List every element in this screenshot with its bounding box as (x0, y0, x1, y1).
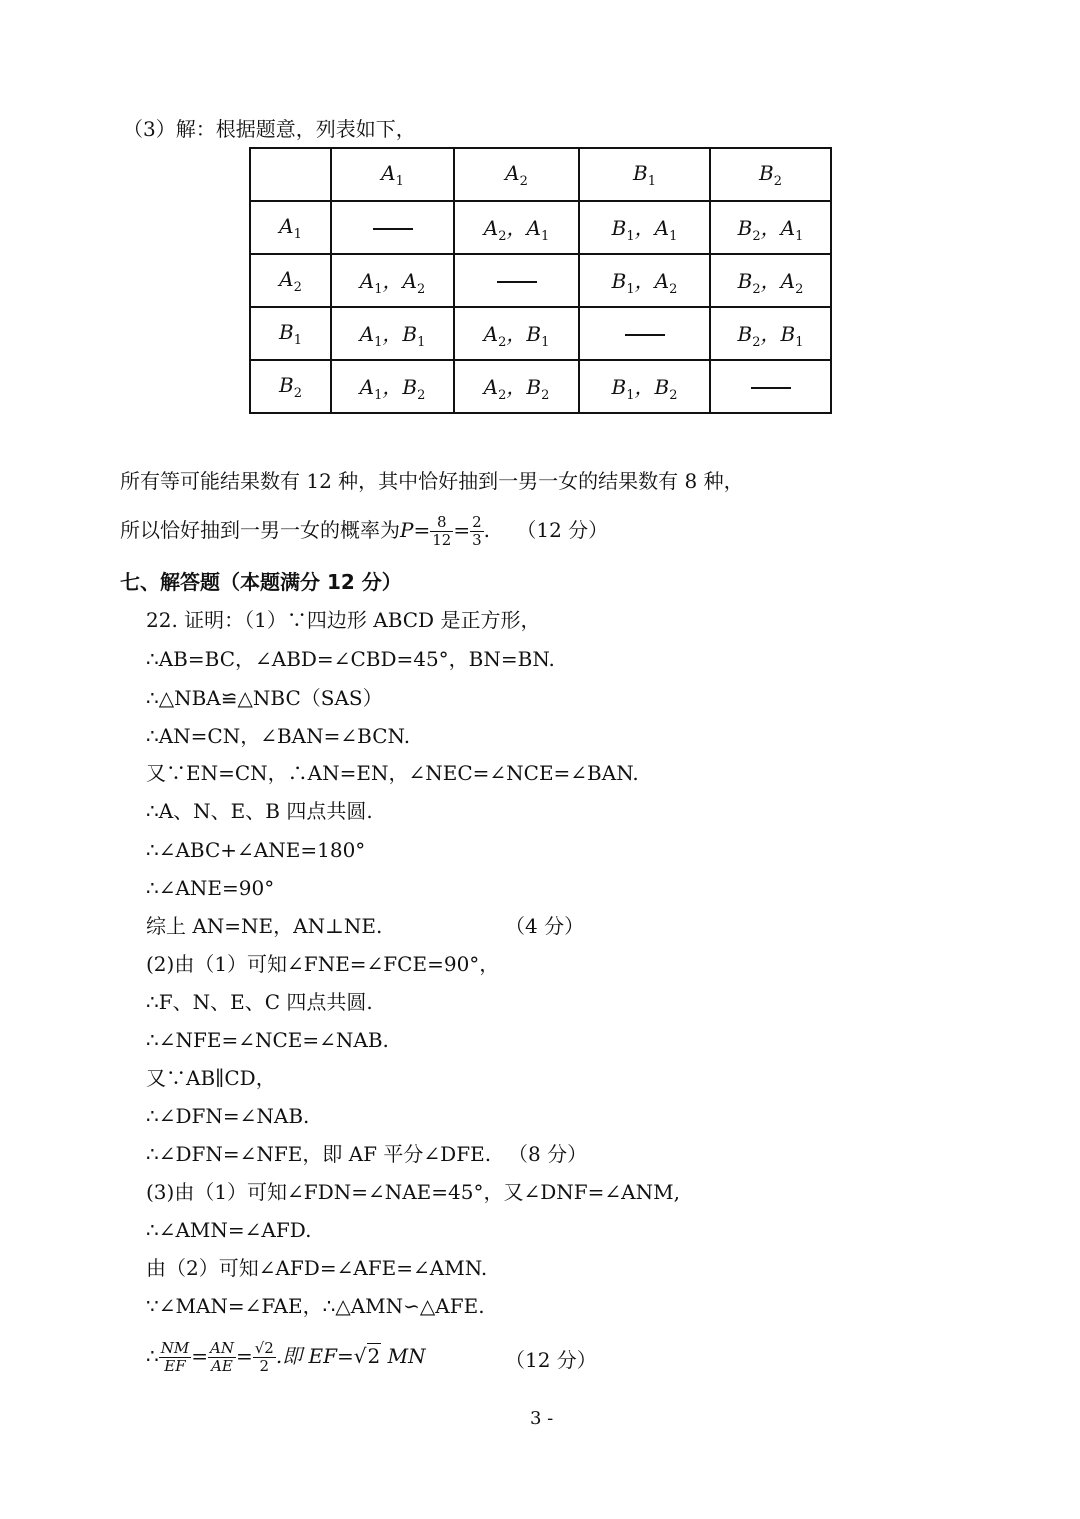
proof-line: 又∵EN=CN，∴AN=EN，∠NEC=∠NCE=∠BAN. (146, 761, 639, 785)
equals-sign: = (413, 518, 431, 542)
proof-line: 22. 证明：（1）∵四边形 ABCD 是正方形， (146, 608, 541, 632)
fraction-root2-2 (253, 1340, 276, 1375)
score-label: （12 分） (516, 518, 609, 542)
empty-cell-dash (373, 228, 413, 230)
table-cell: $B_1$，$A_1$ (579, 201, 710, 254)
final-ratio-line (146, 1340, 426, 1375)
proof-line: ∴∠AMN=∠AFD. (146, 1218, 312, 1242)
table-header-row (250, 148, 831, 201)
probability-suffix: . (483, 518, 490, 542)
table-cell (710, 360, 831, 413)
table-cell: $B_2$，$A_2$ (710, 254, 831, 307)
result-count-line: 所有等可能结果数有 12 种，其中恰好抽到一男一女的结果数有 8 种， (120, 469, 744, 493)
outcome-table (249, 147, 832, 414)
conclusion-line: 综上 AN=NE，AN⊥NE. (146, 914, 383, 938)
proof-line: ∴AB=BC，∠ABD=∠CBD=45°，BN=BN. (146, 647, 555, 671)
table-row (250, 360, 831, 413)
fraction-denominator: 2 (259, 1357, 270, 1375)
table-header-cell: $A_2$ (454, 148, 579, 201)
table-header-cell: $B_2$ (710, 148, 831, 201)
table-cell: $A_2$，$B_2$ (454, 360, 579, 413)
proof-line: 由（2）可知∠AFD=∠AFE=∠AMN. (146, 1256, 488, 1280)
fraction-8-12 (430, 514, 453, 549)
fraction-numerator: √2 (254, 1339, 274, 1357)
table-cell: $B_1$，$A_2$ (579, 254, 710, 307)
fraction-denominator: AE (211, 1357, 233, 1375)
fraction-denominator: EF (164, 1357, 186, 1375)
proof-line: ∴AN=CN，∠BAN=∠BCN. (146, 724, 411, 748)
fraction-numerator: 8 (430, 514, 453, 532)
row-label-cell: $A_1$ (250, 201, 331, 254)
row-label-cell: $B_1$ (250, 307, 331, 360)
equals-sign: = (235, 1344, 253, 1368)
proof-line: ∵∠MAN=∠FAE，∴△AMN∽△AFE. (146, 1294, 485, 1318)
table-row (250, 307, 831, 360)
equals-sign: = (191, 1344, 208, 1368)
root-sign: √ (353, 1344, 367, 1368)
probability-prefix: 所以恰好抽到一男一女的概率为 (120, 518, 400, 542)
fraction-denominator: 3 (472, 531, 482, 549)
fraction-numerator: AN (209, 1339, 234, 1357)
fraction-an-ae (208, 1340, 236, 1375)
table-cell: $B_2$，$A_1$ (710, 201, 831, 254)
table-cell: $A_2$，$B_1$ (454, 307, 579, 360)
empty-cell-dash (751, 387, 791, 389)
proof-line: ∴F、N、E、C 四点共圆. (146, 990, 373, 1014)
proof-line: ∴∠ANE=90° (146, 876, 275, 900)
empty-cell-dash (625, 334, 665, 336)
probability-var: P (400, 518, 414, 542)
conclusion-line: ∴∠DFN=∠NFE，即 AF 平分∠DFE. (146, 1142, 492, 1166)
proof-line: ∴∠ABC+∠ANE=180° (146, 838, 366, 862)
table-row (250, 201, 831, 254)
table-cell: $A_1$，$B_1$ (331, 307, 454, 360)
proof-line: ∴∠DFN=∠NAB. (146, 1104, 310, 1128)
fraction-2-3 (470, 514, 484, 549)
fraction-numerator: NM (160, 1339, 190, 1357)
table-cell: $B_2$，$B_1$ (710, 307, 831, 360)
score-label: （12 分） (505, 1348, 597, 1372)
table-cell (454, 254, 579, 307)
table-cell: $A_1$，$A_2$ (331, 254, 454, 307)
intro-line: （3）解：根据题意，列表如下， (123, 117, 416, 141)
radicand: 2 (367, 1344, 381, 1368)
square-root (354, 1342, 381, 1370)
table-cell: $A_1$，$B_2$ (331, 360, 454, 413)
proof-line: ∴∠NFE=∠NCE=∠NAB. (146, 1028, 389, 1052)
table-cell (331, 201, 454, 254)
table-corner-cell (250, 148, 331, 201)
fraction-numerator: 2 (472, 513, 482, 531)
equals-sign: = (453, 518, 471, 542)
proof-line: 又∵AB∥CD， (146, 1066, 276, 1090)
proof-line: (2)由（1）可知∠FNE=∠FCE=90°， (146, 952, 500, 976)
table-cell: $A_2$，$A_1$ (454, 201, 579, 254)
row-label-cell: $A_2$ (250, 254, 331, 307)
page-number: 3 - (530, 1408, 554, 1429)
table-cell (579, 307, 710, 360)
fraction-denominator: 12 (432, 531, 452, 549)
table-header-cell: $B_1$ (579, 148, 710, 201)
final-tail: MN (381, 1344, 426, 1368)
empty-cell-dash (497, 281, 537, 283)
table-row (250, 254, 831, 307)
table-cell: $B_1$，$B_2$ (579, 360, 710, 413)
score-label: （4 分） (505, 914, 585, 938)
section-heading: 七、解答题（本题满分 12 分） (120, 570, 402, 594)
score-label: （8 分） (508, 1142, 588, 1166)
proof-line: (3)由（1）可知∠FDN=∠NAE=45°，又∠DNF=∠ANM, (146, 1180, 680, 1204)
row-label-cell: $B_2$ (250, 360, 331, 413)
final-text: .即 EF= (275, 1344, 354, 1368)
proof-line: ∴A、N、E、B 四点共圆. (146, 799, 373, 823)
proof-line: ∴△NBA≌△NBC（SAS） (146, 686, 383, 710)
probability-line (120, 514, 608, 549)
table-header-cell: $A_1$ (331, 148, 454, 201)
therefore-sign: ∴ (146, 1344, 159, 1368)
fraction-nm-ef (159, 1340, 191, 1375)
